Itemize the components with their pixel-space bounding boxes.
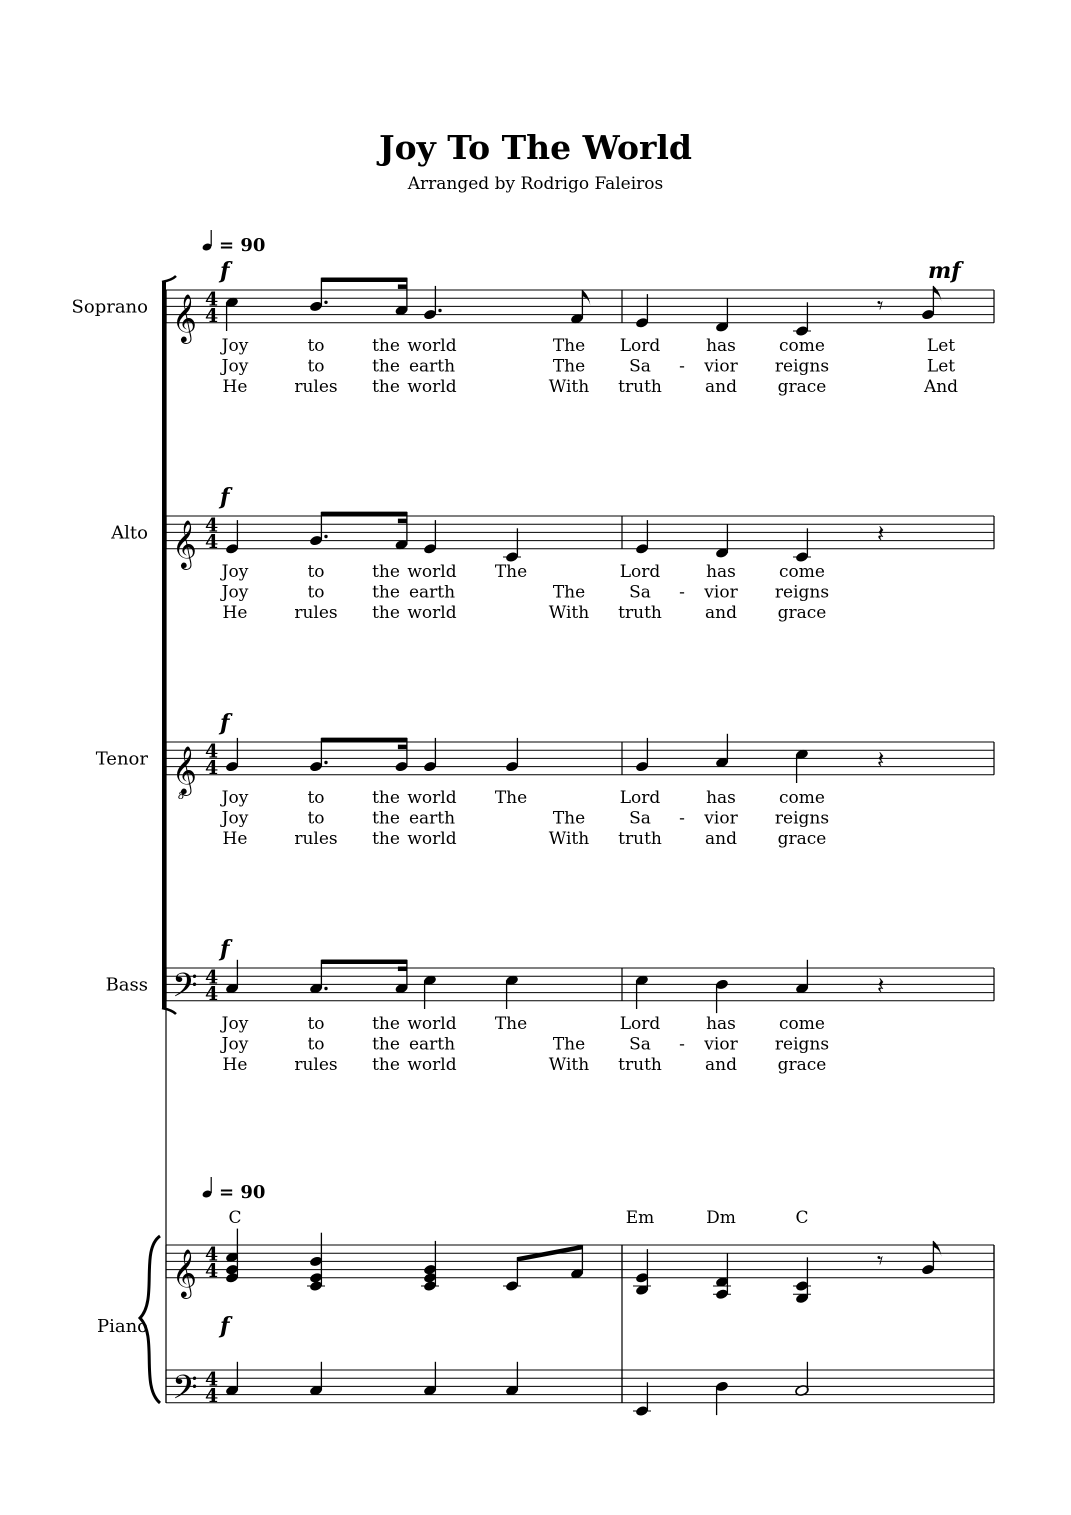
lyric-syllable: Lord xyxy=(619,1013,661,1034)
tempo-marking: = 90 xyxy=(219,1182,266,1203)
lyric-syllable: grace xyxy=(777,376,827,397)
lyric-syllable: Lord xyxy=(619,335,661,356)
chord-symbol: Dm xyxy=(706,1208,736,1228)
score-text xyxy=(72,230,965,1339)
time-sig-bottom: 4 xyxy=(205,530,219,553)
lyric-syllable: The xyxy=(552,1034,586,1055)
lyric-syllable: The xyxy=(552,356,586,377)
lyric-syllable: reigns xyxy=(774,808,830,829)
lyric-syllable: With xyxy=(548,376,590,397)
lyric-syllable: Sa xyxy=(629,582,651,603)
lyric-syllable: grace xyxy=(777,828,827,849)
lyric-syllable: to xyxy=(307,335,325,356)
lyric-syllable: rules xyxy=(294,602,338,623)
lyric-syllable: earth xyxy=(408,1034,456,1055)
lyric-syllable: - xyxy=(679,582,685,603)
lyric-syllable: The xyxy=(552,808,586,829)
lyric-syllable: world xyxy=(407,376,457,397)
lyric-syllable: Sa xyxy=(629,808,651,829)
dynamic-marking: f xyxy=(220,258,230,284)
lyric-syllable: to xyxy=(307,808,325,829)
lyric-syllable: The xyxy=(494,1013,528,1034)
dynamic-marking: f xyxy=(220,936,230,962)
quarter-rest-icon: 𝄽 xyxy=(877,519,885,548)
lyric-syllable: - xyxy=(679,1034,685,1055)
time-sig-top: 4 xyxy=(205,514,219,537)
lyric-syllable: vior xyxy=(704,1034,738,1055)
lyric-syllable: vior xyxy=(704,808,738,829)
lyric-syllable: Lord xyxy=(619,561,661,582)
score-arranger: Arranged by Rodrigo Faleiros xyxy=(407,174,664,194)
lyric-syllable: Sa xyxy=(629,1034,651,1055)
bass-clef-icon: 𝄢 xyxy=(172,1368,198,1415)
lyric-syllable: vior xyxy=(704,356,738,377)
instrument-name: Bass xyxy=(105,974,148,996)
lyric-syllable: grace xyxy=(777,1054,827,1075)
lyric-syllable: Joy xyxy=(221,1013,249,1034)
lyric-syllable: reigns xyxy=(774,582,830,603)
lyric-syllable: and xyxy=(705,602,737,623)
lyric-syllable: world xyxy=(407,828,457,849)
eighth-rest-icon: 𝄾 xyxy=(877,1246,884,1275)
lyric-syllable: He xyxy=(222,1054,248,1075)
quarter-rest-icon: 𝄽 xyxy=(877,745,885,774)
lyric-syllable: the xyxy=(372,787,400,808)
lyric-syllable: reigns xyxy=(774,356,830,377)
lyric-syllable: come xyxy=(779,787,825,808)
lyric-syllable: the xyxy=(372,335,400,356)
dynamic-marking: f xyxy=(220,710,230,736)
lyric-syllable: truth xyxy=(618,602,662,623)
lyric-syllable: has xyxy=(706,787,736,808)
lyric-syllable: - xyxy=(679,808,685,829)
instrument-name: Tenor xyxy=(95,748,148,770)
lyric-syllable: The xyxy=(552,582,586,603)
lyric-syllable: the xyxy=(372,376,400,397)
lyric-syllable: And xyxy=(923,376,959,397)
time-sig-bottom: 4 xyxy=(205,1259,219,1282)
lyric-syllable: has xyxy=(706,1013,736,1034)
lyric-syllable: Joy xyxy=(221,787,249,808)
lyric-syllable: the xyxy=(372,1034,400,1055)
score-title: Joy To The World xyxy=(379,128,692,167)
lyric-syllable: He xyxy=(222,602,248,623)
lyric-syllable: the xyxy=(372,602,400,623)
quarter-rest-icon: 𝄽 xyxy=(877,971,885,1000)
lyric-syllable: truth xyxy=(618,376,662,397)
lyric-syllable: to xyxy=(307,356,325,377)
instrument-name: Soprano xyxy=(71,296,148,318)
lyric-syllable: He xyxy=(222,828,248,849)
lyric-syllable: truth xyxy=(618,828,662,849)
lyric-syllable: to xyxy=(307,787,325,808)
tempo-marking: = 90 xyxy=(219,235,266,256)
lyric-syllable: Joy xyxy=(221,1034,249,1055)
time-sig-bottom: 4 xyxy=(205,1384,219,1407)
augmentation-dot xyxy=(324,535,327,538)
lyric-syllable: and xyxy=(705,828,737,849)
lyric-syllable: the xyxy=(372,808,400,829)
dynamic-marking: mf xyxy=(928,258,961,284)
lyric-syllable: world xyxy=(407,561,457,582)
lyric-syllable: grace xyxy=(777,602,827,623)
lyric-syllable: Let xyxy=(926,356,956,377)
lyric-syllable: Joy xyxy=(221,808,249,829)
lyric-syllable: the xyxy=(372,356,400,377)
augmentation-dot xyxy=(324,301,327,304)
lyric-syllable: Joy xyxy=(221,335,249,356)
lyric-syllable: With xyxy=(548,828,590,849)
lyric-syllable: world xyxy=(407,787,457,808)
time-sig-top: 4 xyxy=(205,1243,219,1266)
lyric-syllable: and xyxy=(705,1054,737,1075)
lyric-syllable: - xyxy=(679,356,685,377)
lyric-syllable: to xyxy=(307,582,325,603)
lyric-syllable: earth xyxy=(408,582,456,603)
time-sig-top: 4 xyxy=(205,288,219,311)
lyric-syllable: come xyxy=(779,335,825,356)
octave-8-mark: 8 xyxy=(178,790,185,802)
lyric-syllable: earth xyxy=(408,808,456,829)
lyric-syllable: Joy xyxy=(221,356,249,377)
lyric-syllable: world xyxy=(407,602,457,623)
dynamic-marking: f xyxy=(220,1313,230,1339)
time-sig-top: 4 xyxy=(205,740,219,763)
note-flag xyxy=(933,286,941,302)
lyric-syllable: reigns xyxy=(774,1034,830,1055)
lyric-syllable: come xyxy=(779,561,825,582)
instrument-name: Piano xyxy=(96,1316,148,1337)
lyric-syllable: earth xyxy=(408,356,456,377)
chord-symbol: C xyxy=(228,1208,242,1228)
lyric-syllable: the xyxy=(372,1013,400,1034)
lyric-syllable: He xyxy=(222,376,248,397)
lyric-syllable: Lord xyxy=(619,787,661,808)
lyric-syllable: to xyxy=(307,1013,325,1034)
lyric-syllable: The xyxy=(494,787,528,808)
chord-symbol: C xyxy=(795,1208,809,1228)
time-sig-top: 4 xyxy=(205,1368,219,1391)
lyric-syllable: rules xyxy=(294,1054,338,1075)
augmentation-dot xyxy=(324,987,327,990)
treble-clef-icon: 𝄞 xyxy=(172,292,197,342)
lyric-syllable: has xyxy=(706,335,736,356)
time-sig-bottom: 4 xyxy=(205,756,219,779)
instrument-name: Alto xyxy=(111,522,148,544)
choir-bracket-top xyxy=(162,276,176,282)
augmentation-dot xyxy=(438,309,441,312)
lyric-syllable: the xyxy=(372,561,400,582)
lyric-syllable: the xyxy=(372,582,400,603)
lyric-syllable: the xyxy=(372,1054,400,1075)
lyric-syllable: Joy xyxy=(221,582,249,603)
chord-symbol: Em xyxy=(625,1208,655,1228)
lyric-syllable: to xyxy=(307,561,325,582)
lyric-syllable: world xyxy=(407,335,457,356)
lyric-syllable: world xyxy=(407,1054,457,1075)
dynamic-marking: f xyxy=(220,484,230,510)
treble-clef-icon: 𝄞 xyxy=(172,518,197,568)
treble-clef-icon: 𝄞 xyxy=(172,744,197,794)
treble-clef-icon: 𝄞 xyxy=(172,1247,197,1297)
time-sig-top: 4 xyxy=(205,966,219,989)
lyric-syllable: The xyxy=(494,561,528,582)
lyric-syllable: Joy xyxy=(221,561,249,582)
lyric-syllable: the xyxy=(372,828,400,849)
lyric-syllable: vior xyxy=(704,582,738,603)
time-sig-bottom: 4 xyxy=(205,304,219,327)
lyric-syllable: and xyxy=(705,376,737,397)
augmentation-dot xyxy=(324,761,327,764)
lyric-syllable: With xyxy=(548,1054,590,1075)
lyric-syllable: rules xyxy=(294,828,338,849)
lyric-syllable: Sa xyxy=(629,356,651,377)
lyric-syllable: With xyxy=(548,602,590,623)
lyric-syllable: has xyxy=(706,561,736,582)
lyric-syllable: world xyxy=(407,1013,457,1034)
time-sig-bottom: 4 xyxy=(205,982,219,1005)
lyric-syllable: come xyxy=(779,1013,825,1034)
bass-clef-icon: 𝄢 xyxy=(172,966,198,1013)
lyric-syllable: truth xyxy=(618,1054,662,1075)
lyric-syllable: rules xyxy=(294,376,338,397)
lyric-syllable: to xyxy=(307,1034,325,1055)
lyric-syllable: Let xyxy=(926,335,956,356)
eighth-rest-icon: 𝄾 xyxy=(877,291,884,320)
note-flag xyxy=(933,1241,941,1257)
lyric-syllable: The xyxy=(552,335,586,356)
